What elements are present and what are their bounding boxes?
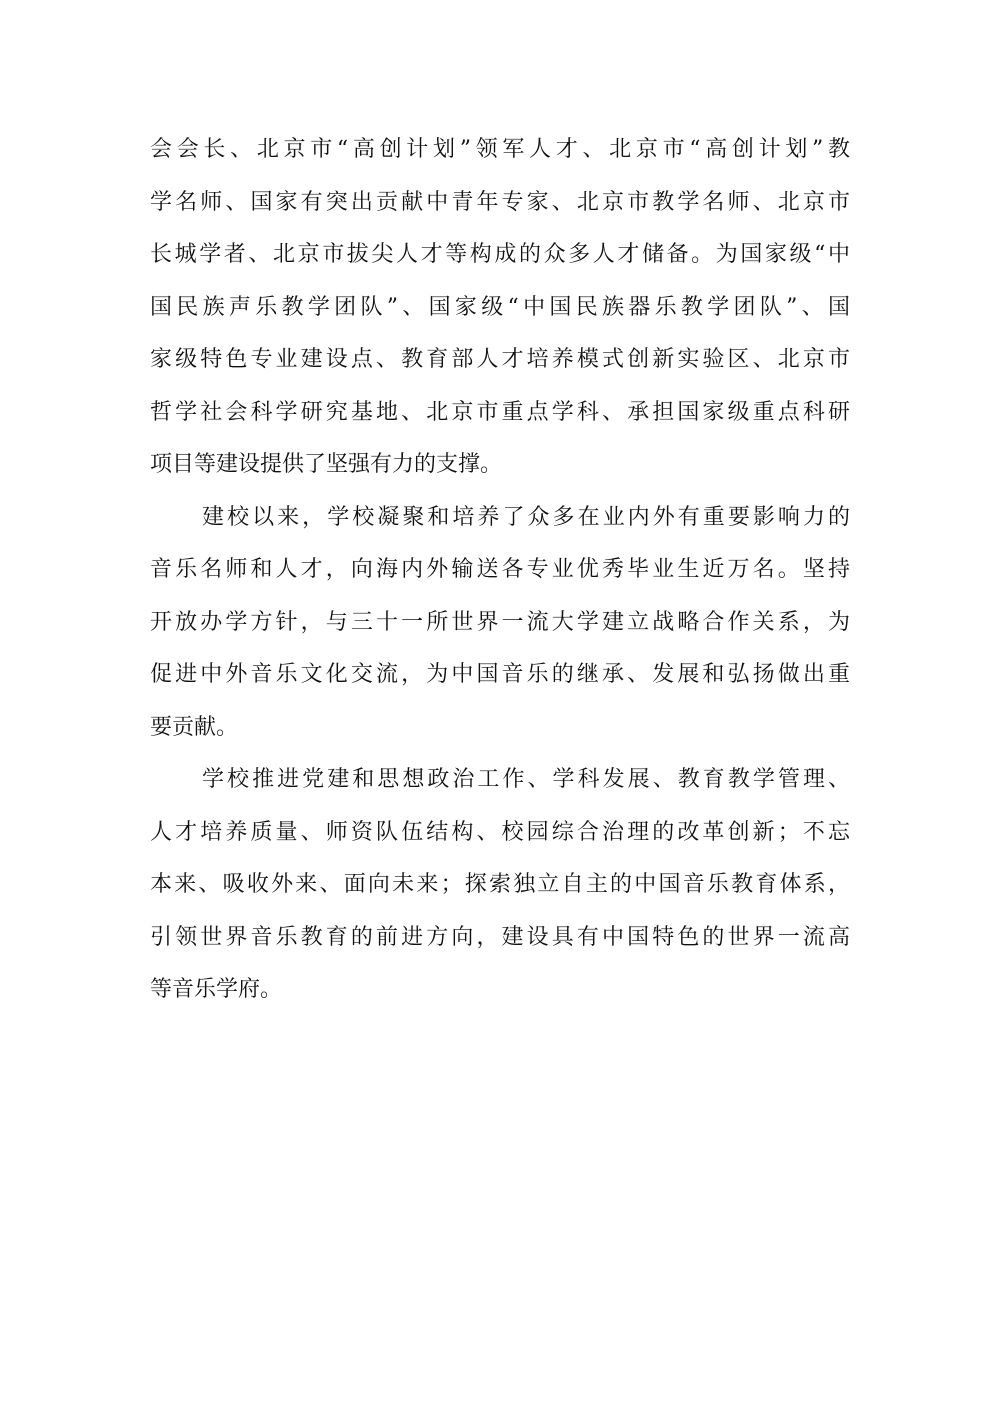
- text-line: 会会长、北京市“高创计划”领军人才、北京市“高创计划”教: [150, 137, 850, 162]
- body-text: [150, 124, 850, 1017]
- text-line: 项目等建设提供了坚强有力的支撑。: [150, 452, 503, 477]
- text-line: 开放办学方针，与三十一所世界一流大学建立战略合作关系，为: [150, 609, 850, 635]
- text-line: 国民族声乐教学团队”、国家级“中国民族器乐教学团队”、国: [150, 294, 850, 320]
- text-line: 等音乐学府。: [150, 977, 283, 1002]
- text-line: 学校推进党建和思想政治工作、学科发展、教育教学管理、: [202, 767, 850, 792]
- text-line: 引领世界音乐教育的前进方向，建设具有中国特色的世界一流高: [150, 924, 850, 950]
- text-line: 建校以来，学校凝聚和培养了众多在业内外有重要影响力的: [202, 504, 850, 530]
- paragraph-talent-reserve: [150, 124, 850, 492]
- text-line: 促进中外音乐文化交流，为中国音乐的继承、发展和弘扬做出重: [150, 662, 850, 687]
- text-line: 学名师、国家有突出贡献中青年专家、北京市教学名师、北京市: [150, 189, 850, 215]
- text-line: 哲学社会科学研究基地、北京市重点学科、承担国家级重点科研: [150, 399, 850, 425]
- text-line: 本来、吸收外来、面向未来；探索独立自主的中国音乐教育体系，: [150, 872, 850, 897]
- text-line: 音乐名师和人才，向海内外输送各专业优秀毕业生近万名。坚持: [150, 557, 850, 582]
- text-line: 要贡献。: [150, 714, 239, 740]
- text-line: 人才培养质量、师资队伍结构、校园综合治理的改革创新；不忘: [150, 819, 850, 845]
- paragraph-history: [150, 492, 850, 755]
- paragraph-reform: [150, 754, 850, 1017]
- text-line: 长城学者、北京市拔尖人才等构成的众多人才储备。为国家级“中: [150, 242, 850, 267]
- text-line: 家级特色专业建设点、教育部人才培养模式创新实验区、北京市: [150, 347, 850, 372]
